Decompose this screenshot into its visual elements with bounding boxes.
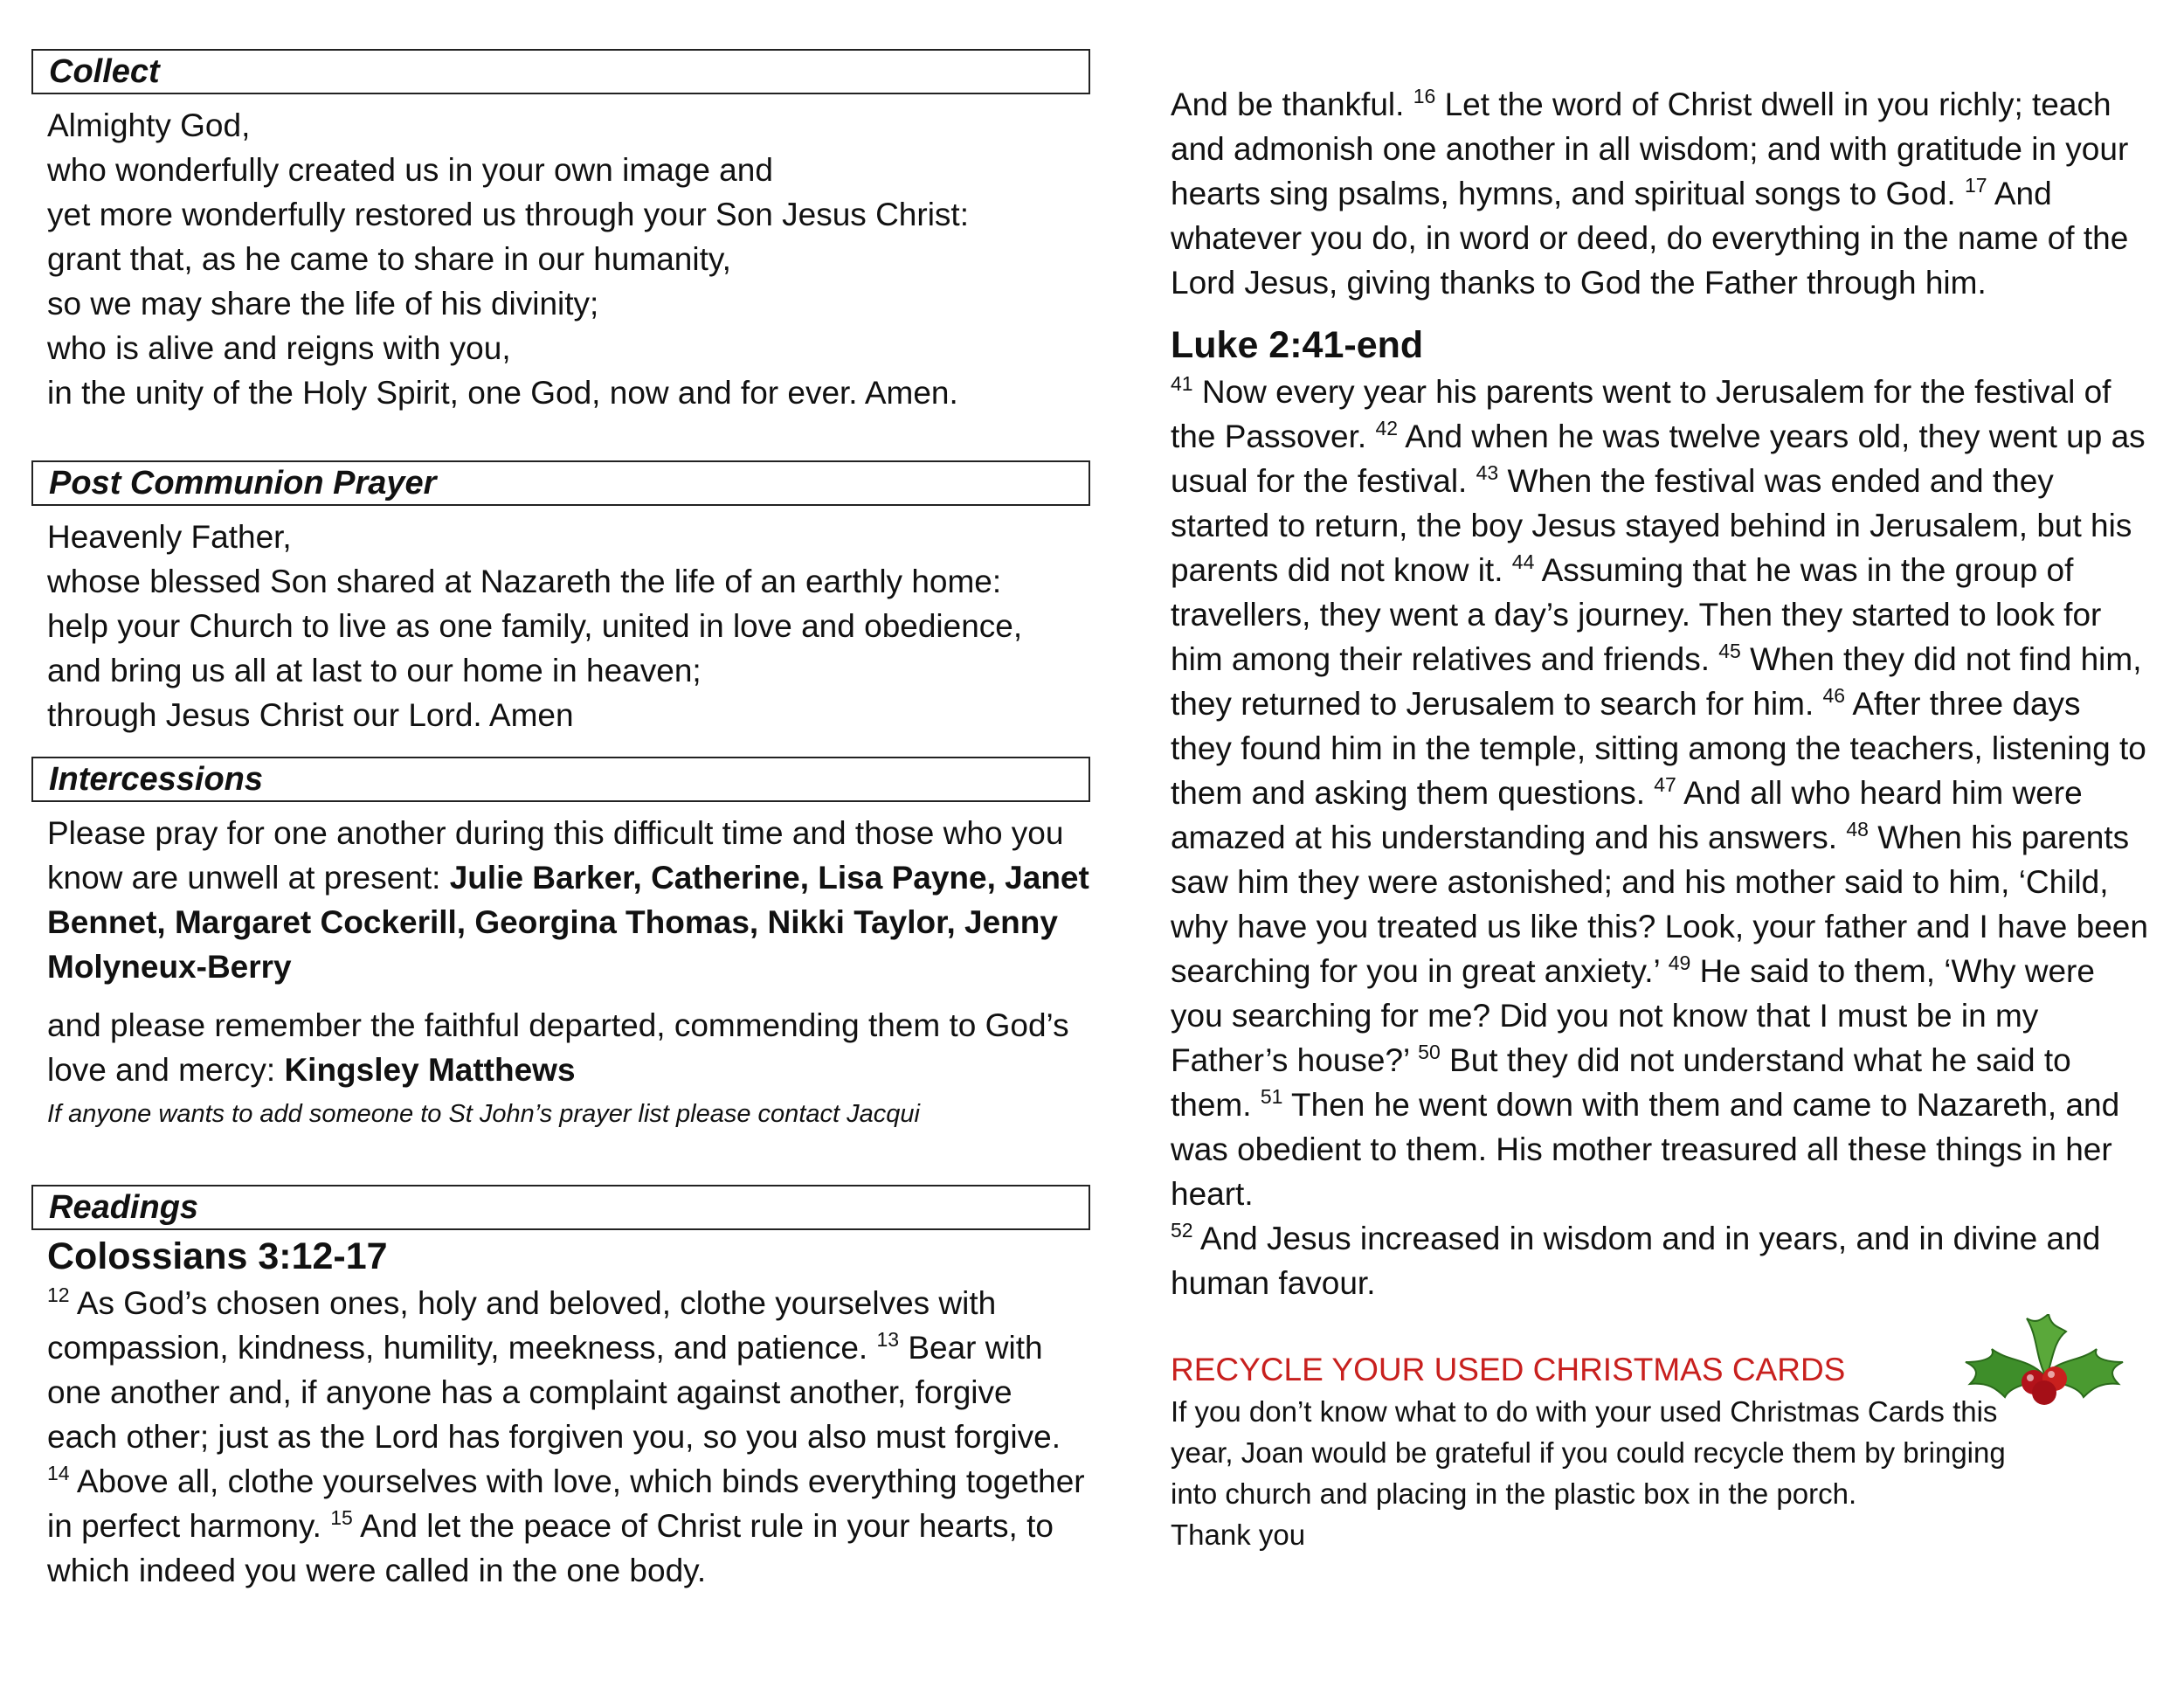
verse-text: Bear with one another and, if anyone has a complaint against another, forgive each other; just as the Lord has forgiven you, so you also must forgive.: [47, 1330, 1061, 1455]
collect-line: Almighty God,: [47, 107, 251, 143]
verse-text: Assuming that he was in the group of travellers, they went a day’s journey. Then they started to look for him among their relatives and friends.: [1171, 552, 2102, 677]
intercessions-unwell: [31, 811, 1090, 989]
verse-number: 52: [1171, 1219, 1193, 1242]
collect-line: who is alive and reigns with you,: [47, 330, 511, 366]
recycle-title: RECYCLE YOUR USED CHRISTMAS CARDS: [1171, 1352, 1846, 1387]
readings-heading: Readings: [31, 1185, 1090, 1230]
verse-number: 50: [1418, 1041, 1441, 1063]
departed-intro: and please remember the faithful departed, commending them to God’s love and mercy:: [47, 1007, 1069, 1088]
verse-text: And Jesus increased in wisdom and in years, and in divine and human favour.: [1171, 1221, 2101, 1301]
verse-number: 49: [1668, 951, 1691, 974]
post-communion-line: whose blessed Son shared at Nazareth the life of an earthly home:: [47, 564, 1002, 599]
collect-line: yet more wonderfully restored us through your Son Jesus Christ:: [47, 197, 969, 232]
collect-heading: Collect: [31, 49, 1090, 94]
post-communion-line: Heavenly Father,: [47, 519, 292, 555]
post-communion-prayer: [31, 515, 1090, 737]
holly-icon: [1957, 1314, 2132, 1410]
collect-line: so we may share the life of his divinity;: [47, 286, 599, 322]
post-communion-heading: Post Communion Prayer: [31, 460, 1090, 506]
colossians-passage: [31, 1232, 1090, 1593]
verse-text: Now every year his parents went to Jerusalem for the festival of the Passover.: [1171, 374, 2111, 454]
post-communion-line: through Jesus Christ our Lord. Amen: [47, 697, 574, 733]
colossians-continued: [1171, 82, 2149, 305]
colossians-reference: Colossians 3:12-17: [47, 1235, 388, 1277]
verse-number: 42: [1375, 417, 1399, 439]
collect-line: who wonderfully created us in your own image and: [47, 152, 773, 188]
verse-number: 48: [1846, 818, 1869, 841]
verse-text: And all who heard him were amazed at his understanding and his answers.: [1171, 775, 2083, 855]
intercessions-heading: Intercessions: [31, 757, 1090, 802]
prayer-list-note: If anyone wants to add someone to St John’s prayer list please contact Jacqui: [47, 1100, 920, 1128]
collect-prayer: [31, 103, 1090, 415]
left-column: [31, 0, 1090, 1593]
verse-number: 47: [1654, 773, 1676, 796]
verse-text: And let the peace of Christ rule in your hearts, to which indeed you were called in the one body.: [47, 1508, 1054, 1588]
verse-text: Above all, clothe yourselves with love, which binds everything together in perfect harmony.: [47, 1463, 1085, 1544]
verse-text: But they did not understand what he said to them.: [1171, 1042, 2071, 1123]
collect-line: grant that, as he came to share in our humanity,: [47, 241, 731, 277]
intercessions-departed: [31, 1003, 1090, 1092]
verse-number: 46: [1822, 684, 1846, 707]
departed-names: Kingsley Matthews: [284, 1052, 576, 1088]
luke-reference: Luke 2:41-end: [1171, 324, 1424, 366]
verse-text: And be thankful.: [1171, 86, 1413, 122]
recycle-body: If you don’t know what to do with your used Christmas Cards this year, Joan would be grateful if you could recycle them by bringing into church and placing in the plastic box in the porch.: [1171, 1395, 2006, 1510]
verse-text: And whatever you do, in word or deed, do everything in the name of the Lord Jesus, giving thanks to God the Father through him.: [1171, 176, 2129, 301]
verse-number: 41: [1171, 372, 1193, 395]
right-column: [1171, 0, 2149, 1555]
collect-line: in the unity of the Holy Spirit, one God, now and for ever. Amen.: [47, 375, 958, 411]
verse-text: When the festival was ended and they started to return, the boy Jesus stayed behind in Jerusalem, but his parents did not know it.: [1171, 463, 2132, 588]
post-communion-line: help your Church to live as one family, united in love and obedience,: [47, 608, 1023, 644]
verse-text: After three days they found him in the temple, sitting among the teachers, listening to them and asking them questions.: [1171, 686, 2146, 811]
verse-number: 45: [1718, 640, 1741, 662]
verse-text: When his parents saw him they were astonished; and his mother said to him, ‘Child, why have you treated us like this? Look, your father and I have been searching for you in great anxiety.’: [1171, 820, 2148, 989]
verse-text: Then he went down with them and came to Nazareth, and was obedient to them. His mother treasured all these things in her heart.: [1171, 1087, 2120, 1212]
verse-text: When they did not find him, they returned to Jerusalem to search for him.: [1171, 641, 2142, 722]
verse-number: 15: [330, 1506, 353, 1529]
verse-text: He said to them, ‘Why were you searching for me? Did you not know that I must be in my Father’s house?’: [1171, 953, 2095, 1078]
verse-number: 44: [1511, 550, 1535, 573]
verse-text: And when he was twelve years old, they went up as usual for the festival.: [1171, 419, 2146, 499]
verse-number: 51: [1260, 1085, 1283, 1108]
verse-text: As God’s chosen ones, holy and beloved, clothe yourselves with compassion, kindness, humility, meekness, and patience.: [47, 1285, 997, 1366]
verse-number: 13: [876, 1328, 900, 1351]
verse-number: 17: [1965, 174, 1987, 197]
colossians-text: [47, 1281, 1090, 1593]
luke-passage: [1171, 370, 2149, 1305]
recycle-thanks: Thank you: [1171, 1519, 1306, 1551]
verse-text: Let the word of Christ dwell in you richly; teach and admonish one another in all wisdom; and with gratitude in your hearts sing psalms, hymns, and spiritual songs to God.: [1171, 86, 2129, 211]
unwell-intro: Please pray for one another during this difficult time and those who you know are unwell at present:: [47, 815, 1064, 896]
post-communion-line: and bring us all at last to our home in heaven;: [47, 653, 702, 688]
verse-number: 12: [47, 1283, 70, 1306]
verse-number: 16: [1413, 85, 1436, 107]
unwell-names: Julie Barker, Catherine, Lisa Payne, Janet Bennet, Margaret Cockerill, Georgina Thomas, Nikki Taylor, Jenny Molyneux-Berry: [47, 860, 1089, 985]
verse-number: 43: [1476, 461, 1499, 484]
verse-number: 14: [47, 1462, 70, 1484]
recycle-notice: [1171, 1349, 2149, 1555]
